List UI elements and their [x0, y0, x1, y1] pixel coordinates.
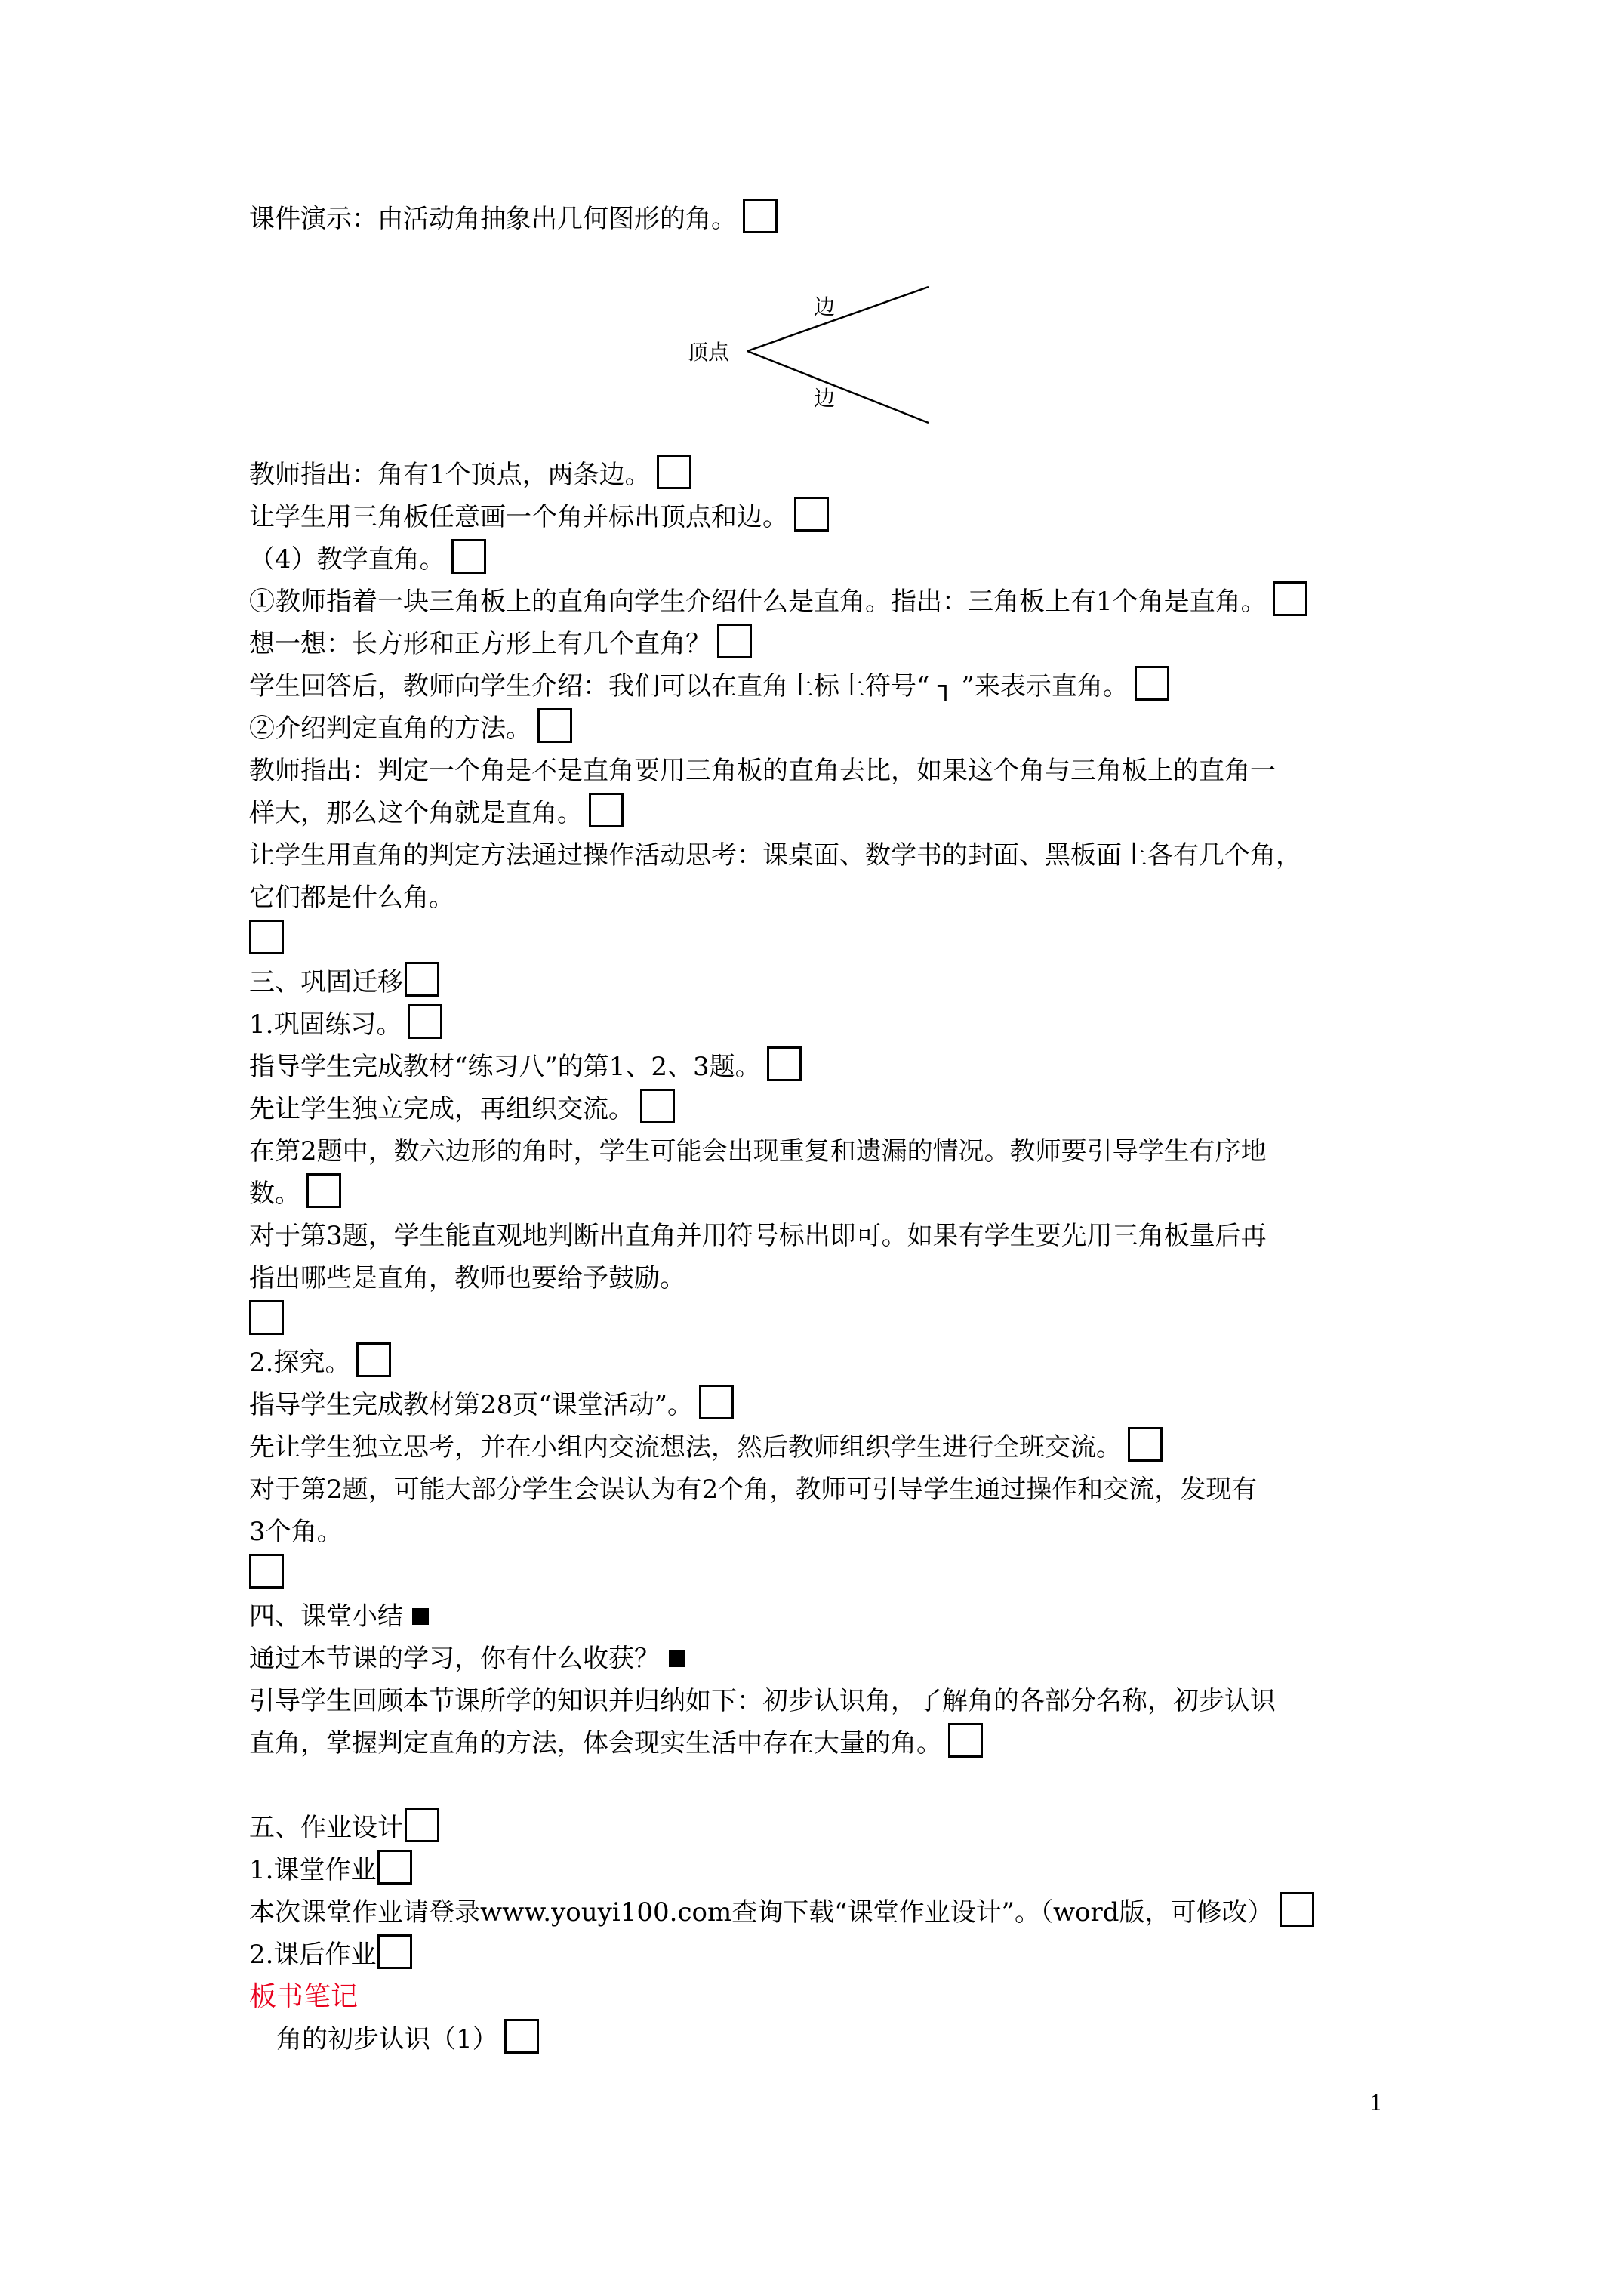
angle-top-side: [747, 287, 929, 351]
vertex-label: 顶点: [687, 340, 730, 365]
text: 课件演示：由活动角抽象出几何图形的角。: [249, 204, 737, 234]
empty-checkbox[interactable]: [405, 1808, 439, 1842]
line-q3: [249, 1215, 1267, 1257]
text: 让学生用直角的判定方法通过操作活动思考：课桌面、数学书的封面、黑板面上各有几个角，: [249, 840, 1301, 871]
text: 四、课堂小结: [249, 1601, 403, 1632]
heading-summary: [249, 1595, 429, 1638]
empty-checkbox[interactable]: [699, 1385, 734, 1419]
line-standalone-box: [249, 1299, 284, 1342]
line-think: [249, 623, 752, 665]
line-judge-method: [249, 707, 572, 750]
text: 学生回答后，教师向学生介绍：我们可以在直角上标上符号“ ┐ ”来表示直角。: [249, 671, 1129, 701]
line-q2-angles: [249, 1469, 1257, 1511]
line-standalone-box: [249, 1553, 284, 1595]
text: 对于第3题，学生能直观地判断出直角并用符号标出即可。如果有学生要先用三角板量后再: [249, 1221, 1267, 1251]
empty-checkbox[interactable]: [743, 199, 778, 233]
line-harvest: [249, 1638, 685, 1680]
line-q2-hexagon: [249, 1130, 1267, 1173]
text: 在第2题中，数六边形的角时，学生可能会出现重复和遗漏的情况。教师要引导学生有序地: [249, 1136, 1267, 1166]
heading-homework: [249, 1807, 439, 1849]
text: 指导学生完成教材“练习八”的第1、2、3题。: [249, 1052, 761, 1082]
line-teach-right-angle: [249, 538, 486, 581]
empty-checkbox[interactable]: [249, 920, 284, 954]
text: 指导学生完成教材第28页“课堂活动”。: [249, 1390, 694, 1420]
empty-checkbox[interactable]: [377, 1850, 412, 1885]
text: 直角，掌握判定直角的方法，体会现实生活中存在大量的角。: [249, 1728, 942, 1758]
line-classwork-link: [249, 1891, 1314, 1934]
text: 角的初步认识（1）: [276, 2024, 498, 2054]
empty-checkbox[interactable]: [408, 1004, 442, 1039]
empty-checkbox[interactable]: [1280, 1892, 1314, 1927]
line-independent: [249, 1088, 675, 1130]
line-board-title: [276, 2018, 539, 2060]
line-symbol: [249, 665, 1169, 707]
empty-checkbox[interactable]: [1135, 666, 1169, 701]
text: 通过本节课的学习，你有什么收获？: [249, 1644, 660, 1674]
empty-checkbox[interactable]: [356, 1342, 391, 1377]
line-practice: [249, 1003, 442, 1046]
line-courseware-demo: [249, 198, 778, 240]
text: 先让学生独立完成，再组织交流。: [249, 1094, 634, 1124]
empty-checkbox[interactable]: [948, 1723, 983, 1758]
empty-checkbox[interactable]: [1273, 581, 1307, 616]
empty-checkbox[interactable]: [717, 624, 752, 658]
text: （4）教学直角。: [249, 544, 445, 575]
line-q3-cont: [249, 1257, 685, 1299]
line-discussion: [249, 1426, 1163, 1469]
line-draw-angle: [249, 496, 829, 538]
heading-consolidate: [249, 961, 439, 1003]
empty-checkbox[interactable]: [767, 1046, 802, 1081]
empty-checkbox[interactable]: [504, 2019, 539, 2054]
line-class-activity: [249, 1384, 734, 1426]
text: ②介绍判定直角的方法。: [249, 713, 531, 744]
line-introduce-right-angle: [249, 581, 1307, 623]
empty-checkbox[interactable]: [249, 1300, 284, 1335]
line-q2-angles-cont: [249, 1511, 343, 1553]
line-review: [249, 1680, 1276, 1722]
line-explore: [249, 1342, 391, 1384]
empty-checkbox[interactable]: [377, 1934, 412, 1969]
text: 五、作业设计: [249, 1813, 403, 1843]
text: 2.探究。: [249, 1348, 351, 1378]
heading-board-notes: [249, 1976, 358, 2018]
line-teacher-points-out: [249, 454, 691, 496]
text: 数。: [249, 1179, 300, 1209]
text: ①教师指着一块三角板上的直角向学生介绍什么是直角。指出：三角板上有1个角是直角。: [249, 587, 1267, 617]
angle-bottom-side: [747, 351, 929, 423]
side-top-label: 边: [814, 294, 836, 319]
line-judge-rule: [249, 750, 1276, 792]
text: 对于第2题，可能大部分学生会误认为有2个角，教师可引导学生通过操作和交流，发现有: [249, 1475, 1258, 1505]
empty-checkbox[interactable]: [405, 962, 439, 997]
side-bottom-label: 边: [814, 386, 836, 411]
angle-diagram: [679, 279, 936, 430]
text: 2.课后作业: [249, 1940, 377, 1970]
line-review-cont: [249, 1722, 983, 1764]
text: 3个角。: [249, 1517, 343, 1547]
text: 想一想：长方形和正方形上有几个直角？: [249, 629, 711, 659]
empty-checkbox[interactable]: [589, 793, 624, 827]
text: 教师指出：判定一个角是不是直角要用三角板的直角去比，如果这个角与三角板上的直角一: [249, 756, 1276, 786]
text: 三、巩固迁移: [249, 967, 403, 997]
filled-square-icon: [412, 1608, 429, 1625]
empty-checkbox[interactable]: [306, 1173, 341, 1208]
line-classwork: [249, 1849, 412, 1891]
line-standalone-box: [249, 919, 284, 961]
line-exercise-8: [249, 1046, 802, 1088]
text: 样大，那么这个角就是直角。: [249, 798, 583, 828]
line-judge-rule-cont: [249, 792, 624, 834]
text: 先让学生独立思考，并在小组内交流想法，然后教师组织学生进行全班交流。: [249, 1432, 1122, 1462]
empty-checkbox[interactable]: [1128, 1427, 1163, 1462]
line-activity: [249, 834, 1301, 877]
empty-checkbox[interactable]: [640, 1089, 675, 1123]
empty-checkbox[interactable]: [451, 539, 486, 574]
line-q2-hexagon-cont: [249, 1173, 341, 1215]
filled-square-icon: [669, 1650, 685, 1667]
text: 本次课堂作业请登录www.youyi100.com查询下载“课堂作业设计”。（word版，可修改）: [249, 1897, 1273, 1928]
line-after-class: [249, 1934, 412, 1976]
page-number: 1: [1369, 2091, 1383, 2116]
empty-checkbox[interactable]: [657, 455, 691, 489]
empty-checkbox[interactable]: [537, 708, 572, 743]
text: 指出哪些是直角，教师也要给予鼓励。: [249, 1263, 685, 1293]
text: 引导学生回顾本节课所学的知识并归纳如下：初步认识角，了解角的各部分名称，初步认识: [249, 1686, 1276, 1716]
text: 教师指出：角有1个顶点，两条边。: [249, 460, 651, 490]
text: 1.巩固练习。: [249, 1009, 402, 1040]
empty-checkbox[interactable]: [794, 497, 829, 532]
text: 让学生用三角板任意画一个角并标出顶点和边。: [249, 502, 788, 532]
empty-checkbox[interactable]: [249, 1554, 284, 1589]
text: 它们都是什么角。: [249, 883, 454, 913]
text: 1.课堂作业: [249, 1855, 377, 1885]
line-activity-cont: [249, 877, 454, 919]
text: 板书笔记: [249, 1981, 359, 2012]
